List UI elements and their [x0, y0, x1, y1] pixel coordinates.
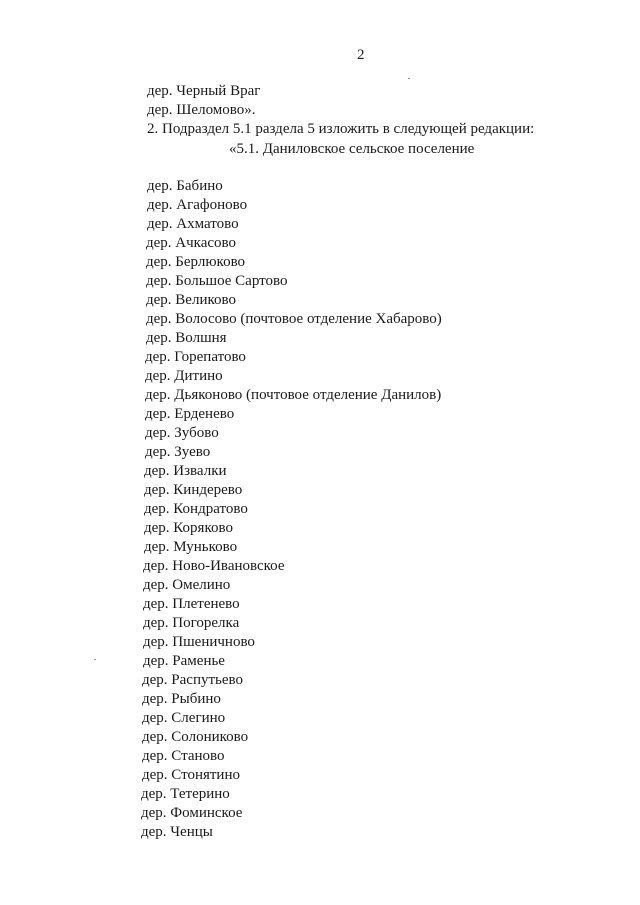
village-item: дер. Извалки: [144, 463, 227, 479]
village-item: дер. Великово: [146, 292, 236, 308]
village-item: дер. Ченцы: [141, 824, 213, 840]
village-item: дер. Большое Сартово: [146, 273, 288, 289]
village-item: дер. Пшеничново: [143, 634, 255, 650]
scan-speck: [94, 659, 96, 660]
village-item: дер. Зубово: [145, 425, 219, 441]
page-number: 2: [357, 47, 365, 63]
scan-speck: [408, 78, 410, 79]
village-item: дер. Ахматово: [147, 216, 239, 232]
village-item: дер. Станово: [142, 748, 225, 764]
village-item: дер. Ново-Ивановское: [143, 558, 285, 574]
amendment-paragraph: 2. Подраздел 5.1 раздела 5 изложить в следующей редакции:: [147, 121, 535, 137]
village-item: дер. Распутьево: [142, 672, 244, 688]
village-item: дер. Ачкасово: [146, 235, 237, 251]
village-item: дер. Киндерево: [144, 482, 243, 498]
village-item: дер. Горепатово: [145, 349, 246, 365]
intro-line-chernyi-vrag: дер. Черный Враг: [147, 83, 261, 99]
village-item: дер. Рыбино: [142, 691, 221, 707]
village-item: дер. Ерденево: [145, 406, 235, 422]
village-item: дер. Солониково: [142, 729, 249, 745]
village-item: дер. Погорелка: [143, 615, 240, 631]
village-item: дер. Берлюково: [146, 254, 246, 270]
village-item: дер. Раменье: [143, 653, 225, 669]
village-item: дер. Бабино: [147, 178, 223, 194]
village-item: дер. Стонятино: [142, 767, 240, 783]
village-item: дер. Волшня: [146, 330, 227, 346]
village-item: дер. Муньково: [144, 539, 238, 555]
intro-line-shelomovo: дер. Шеломово».: [147, 102, 256, 118]
village-item: дер. Дитино: [145, 368, 223, 384]
village-item: дер. Омелино: [143, 577, 231, 593]
village-item: дер. Дьяконово (почтовое отделение Данилов): [145, 387, 442, 403]
village-item: дер. Агафоново: [147, 197, 248, 213]
village-item: дер. Коряково: [144, 520, 233, 536]
village-item: дер. Тетерино: [141, 786, 230, 802]
village-item: дер. Зуево: [145, 444, 211, 460]
village-item: дер. Кондратово: [144, 501, 248, 517]
village-item: дер. Фоминское: [141, 805, 243, 821]
village-item: дер. Плетенево: [143, 596, 240, 612]
village-item: дер. Волосово (почтовое отделение Хабарово): [146, 311, 442, 327]
village-item: дер. Слегино: [142, 710, 226, 726]
section-heading: «5.1. Даниловское сельское поселение: [229, 141, 475, 157]
